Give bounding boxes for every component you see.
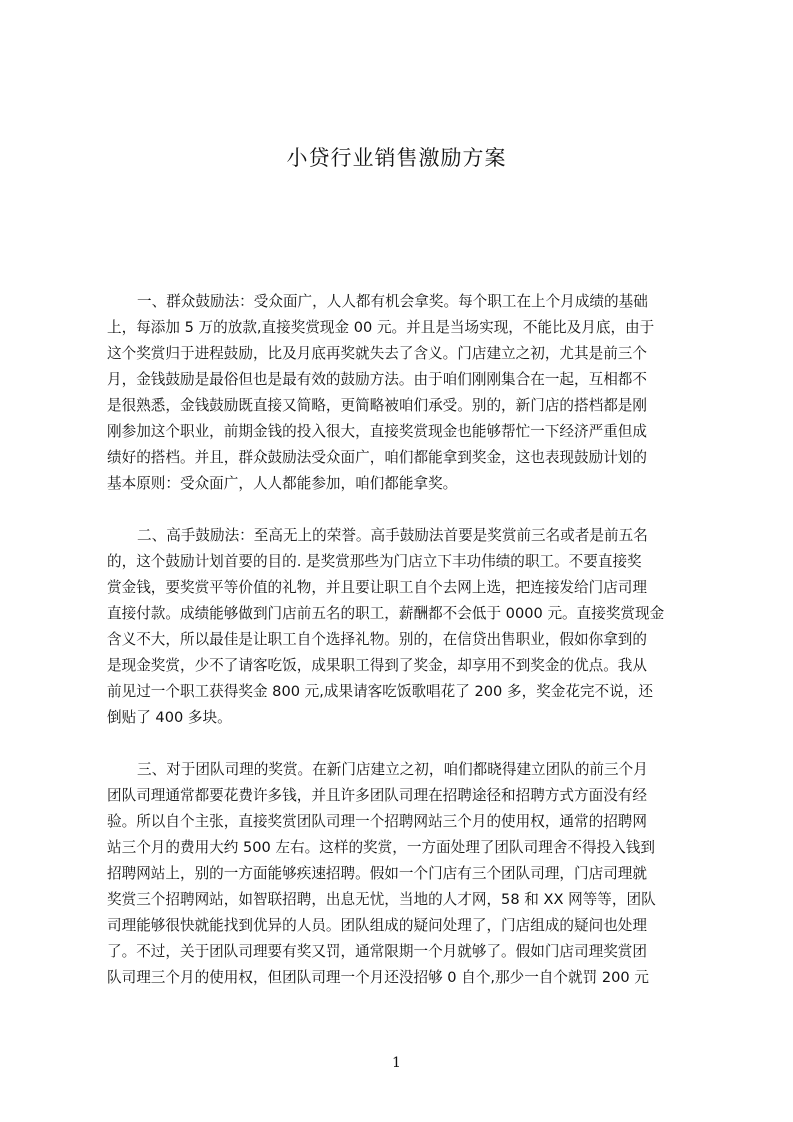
paragraph-1-line: 基本原则：受众面广，人人都能参加，咱们都能拿奖。	[107, 475, 458, 492]
paragraph-spacer	[107, 731, 697, 757]
document-body	[107, 289, 697, 991]
paragraph-2-line: 前见过一个职工获得奖金 800 元,成果请客吃饭歌唱花了 200 多，奖金花完不说，还	[107, 683, 653, 700]
paragraph-1-line: 刚参加这个职业，前期金钱的投入很大，直接奖赏现金也能够帮忙一下经济严重但成	[107, 423, 647, 440]
document-title: 小贷行业销售激励方案	[286, 146, 507, 170]
paragraph-2-line: 直接付款。成绩能够做到门店前五名的职工，薪酬都不会低于 0000 元。直接奖赏现金	[107, 605, 665, 622]
paragraph-3-line: 司理能够很快就能找到优异的人员。团队组成的疑问处理了，门店组成的疑问也处理	[107, 917, 647, 934]
paragraph-2-line: 的，这个鼓励计划首要的目的. 是奖赏那些为门店立下丰功伟绩的职工。不要直接奖	[107, 553, 642, 570]
paragraph-1-line: 上，每添加 5 万的放款,直接奖赏现金 00 元。并且是当场实现，不能比及月底，由于	[107, 319, 655, 336]
paragraph-spacer	[107, 497, 697, 523]
paragraph-2-line: 倒贴了 400 多块。	[107, 709, 232, 726]
paragraph-3-line: 了。不过，关于团队司理要有奖又罚，通常限期一个月就够了。假如门店司理奖赏团	[107, 943, 647, 960]
paragraph-2-line: 含义不大，所以最佳是让职工自个选择礼物。别的，在信贷出售职业，假如你拿到的	[107, 631, 647, 648]
paragraph-1-line: 这个奖赏归于进程鼓励，比及月底再奖就失去了含义。门店建立之初，尤其是前三个	[107, 345, 647, 362]
paragraph-1-line: 是很熟悉，金钱鼓励既直接又简略，更简略被咱们承受。别的，新门店的搭档都是刚	[107, 397, 647, 414]
paragraph-1-line: 月，金钱鼓励是最俗但也是最有效的鼓励方法。由于咱们刚刚集合在一起，互相都不	[107, 371, 647, 388]
paragraph-1-line: 一、群众鼓励法：受众面广，人人都有机会拿奖。每个职工在上个月成绩的基础	[137, 293, 648, 310]
paragraph-3-line: 队司理三个月的使用权，但团队司理一个月还没招够 0 自个,那少一自个就罚 200 元	[107, 969, 649, 986]
paragraph-1-line: 绩好的搭档。并且，群众鼓励法受众面广，咱们都能拿到奖金，这也表现鼓励计划的	[107, 449, 647, 466]
paragraph-2-line: 是现金奖赏，少不了请客吃饭，成果职工得到了奖金，却享用不到奖金的优点。我从	[107, 657, 647, 674]
paragraph-3-line: 团队司理通常都要花费许多钱，并且许多团队司理在招聘途径和招聘方式方面没有经	[107, 787, 647, 804]
paragraph-3-line: 奖赏三个招聘网站，如智联招聘，出息无忧，当地的人才网，58 和 XX 网等等，团队	[107, 891, 656, 908]
page-number: 1	[392, 1055, 401, 1071]
paragraph-2-line: 二、高手鼓励法：至高无上的荣誉。高手鼓励法首要是奖赏前三名或者是前五名	[137, 527, 648, 544]
paragraph-3-line: 验。所以自个主张，直接奖赏团队司理一个招聘网站三个月的使用权，通常的招聘网	[107, 813, 647, 830]
paragraph-3-line: 三、对于团队司理的奖赏。在新门店建立之初，咱们都晓得建立团队的前三个月	[137, 761, 648, 778]
paragraph-3-line: 站三个月的费用大约 500 左右。这样的奖赏，一方面处理了团队司理舍不得投入钱到	[107, 839, 655, 856]
paragraph-2-line: 赏金钱，要奖赏平等价值的礼物，并且要让职工自个去网上选，把连接发给门店司理	[107, 579, 647, 596]
paragraph-3-line: 招聘网站上，别的一方面能够疾速招聘。假如一个门店有三个团队司理，门店司理就	[107, 865, 647, 882]
